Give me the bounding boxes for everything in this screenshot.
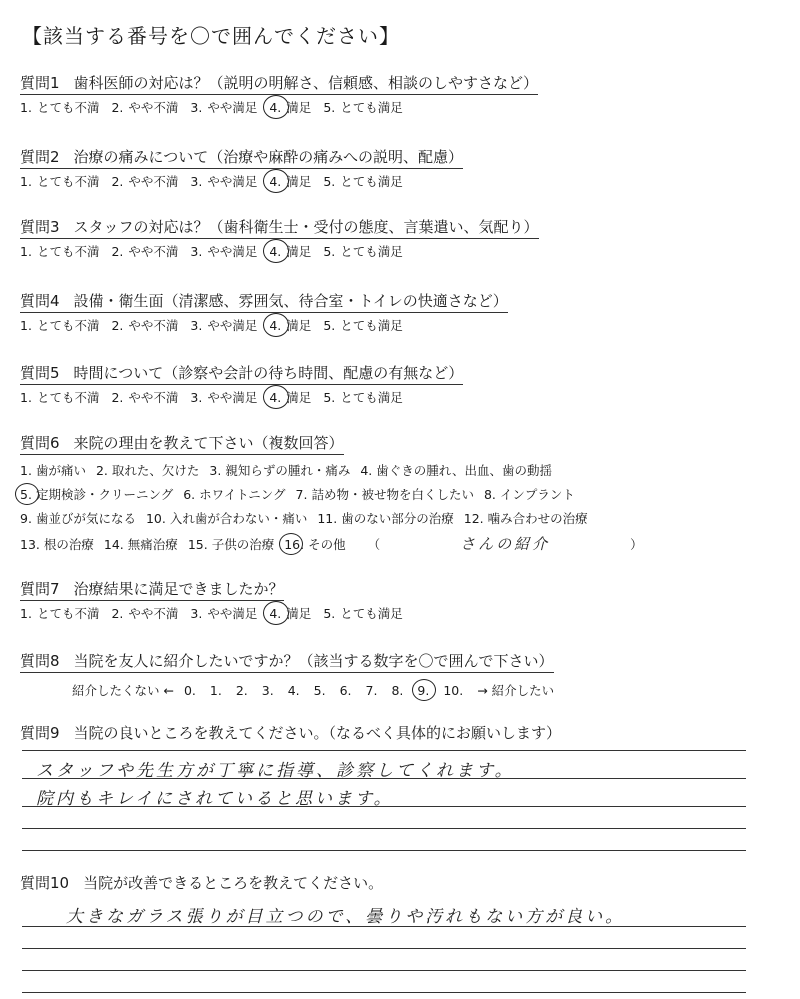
option-number: 2.: [111, 244, 124, 259]
option-number: 3.: [190, 244, 203, 259]
question-2-heading: [20, 146, 463, 169]
reason-row: [20, 461, 760, 479]
option-number: 5.: [323, 174, 336, 189]
scale-value-3[interactable]: 3.: [261, 683, 274, 698]
option-label: やや不満: [128, 244, 179, 259]
option-number: 2.: [111, 606, 124, 621]
question-7-heading: [20, 578, 284, 601]
option-label: 詰め物・被せ物を白くしたい: [311, 487, 474, 502]
answer-options: [20, 316, 760, 334]
option-1[interactable]: [20, 98, 99, 116]
option-1[interactable]: [20, 604, 99, 622]
question-text: 時間について（診察や会計の待ち時間、配慮の有無など）: [73, 364, 464, 382]
option-label: 定期検診・クリーニング: [35, 487, 174, 502]
question-5-heading: [20, 362, 463, 385]
question-1-heading: [20, 72, 538, 95]
question-number: 質問4: [20, 292, 60, 310]
question-number: 質問3: [20, 218, 60, 236]
reason-option-15[interactable]: [188, 535, 274, 553]
handwritten-answer: 院内もキレイにされていると思います。: [36, 789, 394, 809]
option-number: 6.: [183, 487, 196, 502]
option-number: 2.: [111, 390, 124, 405]
option-label: 満足: [286, 244, 312, 259]
option-number: 4.: [269, 174, 282, 189]
option-number: 2.: [111, 318, 124, 333]
scale-value-10[interactable]: 10.: [443, 683, 464, 698]
option-4[interactable]: [269, 242, 311, 260]
option-number: 14.: [103, 537, 124, 552]
option-4[interactable]: [269, 388, 311, 406]
option-label: やや満足: [207, 606, 258, 621]
option-label: 満足: [286, 606, 312, 621]
answer-line: [22, 828, 746, 829]
answer-line: [22, 750, 746, 751]
handwritten-answer: 大きなガラス張りが目立つので、曇りや汚れもない方が良い。: [66, 907, 626, 927]
option-number: 7.: [295, 487, 308, 502]
question-10-heading: [20, 872, 383, 894]
option-number: 15.: [187, 537, 208, 552]
scale-right-label: → 紹介したい: [477, 683, 555, 698]
option-3[interactable]: [190, 388, 257, 406]
option-4[interactable]: [269, 172, 311, 190]
question-number: 質問5: [20, 364, 60, 382]
question-5: [20, 362, 760, 406]
option-number: 1.: [20, 318, 32, 333]
reason-option-9[interactable]: [20, 509, 136, 527]
question-text: 治療の痛みについて（治療や麻酔の痛みへの説明、配慮）: [73, 148, 463, 166]
option-label: 噛み合わせの治療: [487, 511, 588, 526]
paren-close: ）: [630, 537, 643, 552]
option-label: とても不満: [36, 318, 100, 333]
option-2[interactable]: [111, 316, 178, 334]
scale-value-9[interactable]: 9.: [417, 683, 430, 698]
option-number: 1.: [20, 463, 32, 478]
option-number: 10.: [145, 511, 166, 526]
option-label: 取れた、欠けた: [111, 463, 200, 478]
answer-line: [22, 970, 746, 971]
option-label: やや満足: [207, 318, 258, 333]
option-number: 3.: [190, 390, 203, 405]
answer-line: [22, 806, 746, 807]
question-9-heading: [20, 722, 561, 744]
reason-option-12[interactable]: [464, 509, 588, 527]
option-label: やや不満: [128, 390, 179, 405]
option-label: やや満足: [207, 244, 258, 259]
reason-option-16[interactable]: [284, 535, 345, 553]
option-label: とても満足: [340, 244, 403, 259]
question-2: [20, 146, 760, 190]
option-label: とても満足: [340, 100, 403, 115]
scale-value-1[interactable]: 1.: [209, 683, 222, 698]
option-number: 2.: [95, 463, 108, 478]
option-3[interactable]: [190, 242, 257, 260]
other-handwritten-text: さんの紹介: [460, 535, 551, 553]
option-label: とても不満: [36, 606, 100, 621]
recommend-scale: [72, 681, 760, 699]
reason-option-5[interactable]: [20, 485, 173, 503]
reason-option-4[interactable]: [360, 461, 552, 479]
option-1[interactable]: [20, 172, 99, 190]
answer-options: [20, 388, 760, 406]
question-10: [20, 872, 760, 894]
scale-value-0[interactable]: 0.: [183, 683, 196, 698]
question-text: 当院の良いところを教えてください。（なるべく具体的にお願いします）: [73, 724, 562, 742]
scale-left-label: 紹介したくない ←: [72, 683, 174, 698]
option-label: とても満足: [340, 318, 403, 333]
question-number: 質問1: [20, 74, 60, 92]
question-text: スタッフの対応は？（歯科衛生士・受付の態度、言葉遣い、気配り）: [73, 218, 539, 236]
option-number: 1.: [20, 390, 32, 405]
reason-option-2[interactable]: [96, 461, 199, 479]
other-input[interactable]: [368, 533, 643, 554]
option-number: 4.: [269, 606, 282, 621]
option-label: 根の治療: [43, 537, 94, 552]
answer-line: [22, 948, 746, 949]
reason-option-6[interactable]: [183, 485, 285, 503]
option-number: 2.: [111, 174, 124, 189]
option-label: やや不満: [128, 318, 179, 333]
option-label: 無痛治療: [127, 537, 178, 552]
option-number: 5.: [323, 244, 336, 259]
option-label: インプラント: [499, 487, 575, 502]
option-2[interactable]: [111, 388, 178, 406]
reason-option-13[interactable]: [20, 535, 94, 553]
option-2[interactable]: [111, 172, 178, 190]
option-number: 12.: [463, 511, 484, 526]
option-5[interactable]: [323, 242, 402, 260]
question-number: 質問7: [20, 580, 60, 598]
option-label: 満足: [286, 174, 312, 189]
option-3[interactable]: [190, 172, 257, 190]
option-1[interactable]: [20, 316, 99, 334]
option-label: ホワイトニング: [199, 487, 286, 502]
option-2[interactable]: [111, 98, 178, 116]
reason-option-11[interactable]: [317, 509, 453, 527]
reason-option-7[interactable]: [296, 485, 474, 503]
option-1[interactable]: [20, 242, 99, 260]
question-number: 質問9: [20, 724, 60, 742]
option-5[interactable]: [323, 98, 402, 116]
option-2[interactable]: [111, 604, 178, 622]
option-label: 子供の治療: [211, 537, 275, 552]
option-number: 1.: [20, 606, 32, 621]
scale-value-4[interactable]: 4.: [287, 683, 300, 698]
option-number: 13.: [20, 537, 40, 552]
option-number: 2.: [111, 100, 124, 115]
answer-options: [20, 172, 760, 190]
question-number: 質問6: [20, 434, 60, 452]
option-label: とても不満: [36, 174, 100, 189]
option-number: 4.: [269, 100, 282, 115]
question-4: [20, 290, 760, 334]
question-text: 治療結果に満足できましたか？: [73, 580, 284, 598]
question-8-heading: [20, 650, 554, 673]
answer-options: [20, 242, 760, 260]
option-label: 歯が痛い: [35, 463, 86, 478]
question-text: 当院が改善できるところを教えてください。: [83, 874, 384, 892]
option-label: やや満足: [207, 100, 258, 115]
option-label: 親知らずの腫れ・痛み: [225, 463, 351, 478]
option-number: 1.: [20, 174, 32, 189]
option-5[interactable]: [323, 316, 402, 334]
question-9: [20, 722, 760, 744]
option-number: 1.: [20, 244, 32, 259]
scale-value-5[interactable]: 5.: [313, 683, 326, 698]
option-label: とても満足: [340, 606, 403, 621]
scale-value-8[interactable]: 8.: [391, 683, 404, 698]
option-3[interactable]: [190, 316, 257, 334]
option-label: 入れ歯が合わない・痛い: [169, 511, 308, 526]
answer-line: [22, 926, 746, 927]
option-number: 5.: [323, 318, 336, 333]
option-4[interactable]: [269, 316, 311, 334]
reason-row: [20, 533, 760, 554]
option-4[interactable]: [269, 98, 311, 116]
option-label: とても満足: [340, 390, 403, 405]
option-4[interactable]: [269, 604, 311, 622]
question-number: 質問10: [20, 874, 70, 892]
option-2[interactable]: [111, 242, 178, 260]
question-3: [20, 216, 760, 260]
option-5[interactable]: [323, 388, 402, 406]
option-number: 8.: [483, 487, 496, 502]
scale-value-2[interactable]: 2.: [235, 683, 248, 698]
option-label: やや不満: [128, 100, 179, 115]
option-label: やや不満: [128, 606, 179, 621]
reason-row: [20, 509, 760, 527]
option-3[interactable]: [190, 604, 257, 622]
option-number: 4.: [360, 463, 373, 478]
option-number: 5.: [323, 100, 336, 115]
option-number: 9.: [20, 511, 32, 526]
question-1: [20, 72, 760, 116]
option-number: 5.: [323, 606, 336, 621]
option-3[interactable]: [190, 98, 257, 116]
answer-line: [22, 850, 746, 851]
question-number: 質問2: [20, 148, 60, 166]
option-number: 11.: [317, 511, 338, 526]
answer-line: [22, 992, 746, 993]
question-text: 設備・衛生面（清潔感、雰囲気、待合室・トイレの快適さなど）: [73, 292, 508, 310]
option-label: 満足: [286, 390, 312, 405]
reason-row: [20, 485, 760, 503]
option-number: 5.: [20, 487, 32, 502]
option-label: 満足: [286, 100, 312, 115]
option-number: 5.: [323, 390, 336, 405]
option-label: その他: [308, 537, 346, 552]
question-6: [20, 432, 760, 554]
option-number: 4.: [269, 244, 282, 259]
option-number: 3.: [190, 174, 203, 189]
option-label: とても満足: [340, 174, 403, 189]
option-number: 4.: [269, 390, 282, 405]
option-label: 歯のない部分の治療: [341, 511, 454, 526]
option-label: とても不満: [36, 100, 100, 115]
reason-option-8[interactable]: [484, 485, 575, 503]
reason-option-3[interactable]: [209, 461, 350, 479]
handwritten-answer: スタッフや先生方が丁寧に指導、診察してくれます。: [36, 761, 515, 781]
option-1[interactable]: [20, 388, 99, 406]
option-label: やや満足: [207, 390, 258, 405]
option-label: 満足: [286, 318, 312, 333]
option-number: 1.: [20, 100, 32, 115]
reason-option-14[interactable]: [104, 535, 178, 553]
question-3-heading: [20, 216, 539, 239]
question-6-heading: [20, 432, 344, 455]
option-number: 3.: [190, 318, 203, 333]
answer-options: [20, 98, 760, 116]
question-text: 当院を友人に紹介したいですか？（該当する数字を〇で囲んで下さい）: [73, 652, 554, 670]
option-number: 3.: [190, 606, 203, 621]
option-label: とても不満: [36, 244, 100, 259]
option-label: やや不満: [128, 174, 179, 189]
option-number: 3.: [209, 463, 222, 478]
option-number: 3.: [190, 100, 203, 115]
scale-value-6[interactable]: 6.: [339, 683, 352, 698]
page-title: 【該当する番号を〇で囲んでください】: [22, 24, 400, 48]
question-text: 来院の理由を教えて下さい（複数回答）: [73, 434, 344, 452]
option-label: 歯ぐきの腫れ、出血、歯の動揺: [376, 463, 553, 478]
paren-open: （: [367, 537, 381, 552]
question-text: 歯科医師の対応は？（説明の明解さ、信頼感、相談のしやすさなど）: [73, 74, 538, 92]
option-label: とても不満: [36, 390, 100, 405]
question-8: [20, 650, 760, 699]
question-number: 質問8: [20, 652, 60, 670]
reason-option-10[interactable]: [146, 509, 307, 527]
reason-option-1[interactable]: [20, 461, 86, 479]
option-5[interactable]: [323, 604, 402, 622]
option-label: やや満足: [207, 174, 258, 189]
option-number: 4.: [269, 318, 282, 333]
question-7: [20, 578, 760, 622]
answer-options: [20, 604, 760, 622]
option-label: 歯並びが気になる: [35, 511, 136, 526]
option-5[interactable]: [323, 172, 402, 190]
answer-line: [22, 778, 746, 779]
question-4-heading: [20, 290, 508, 313]
option-number: 16.: [284, 537, 305, 552]
scale-value-7[interactable]: 7.: [365, 683, 378, 698]
